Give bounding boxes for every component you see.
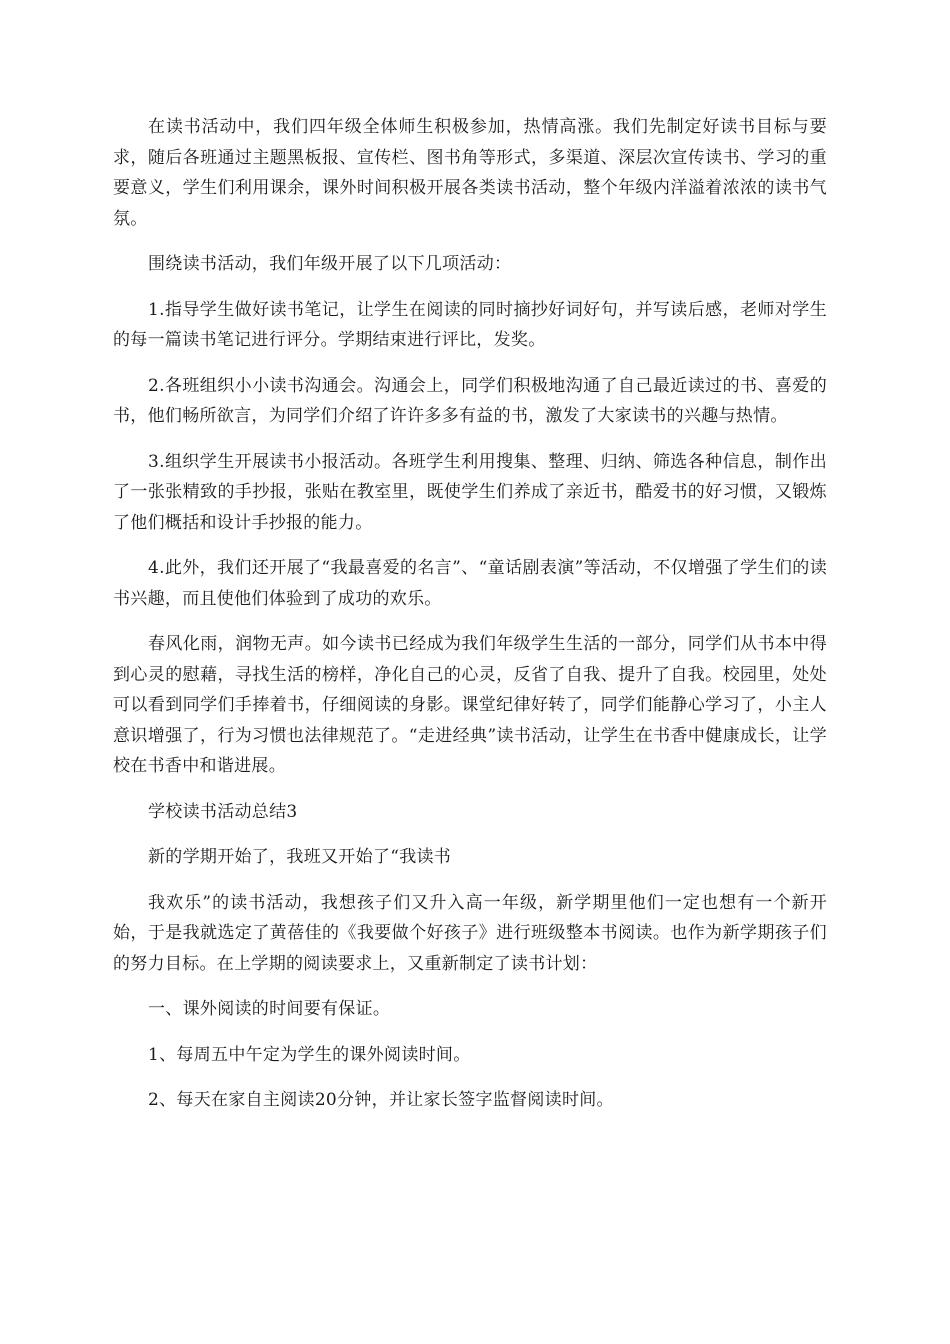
section-title: 学校读书活动总结3 <box>148 801 298 822</box>
paragraph-intro: 在读书活动中，我们四年级全体师生积极参加，热情高涨。我们先制定好读书目标与要求，随后各班通过主题黑板报、宣传栏、图书角等形式，多渠道、深层次宣传读书、学习的重要意义，学生们利用课余，课外时间积极开展各类读书活动，整个年级内洋溢着浓浓的读书气氛。 <box>113 117 827 229</box>
paragraph-reading-activity: 我欢乐”的读书活动，我想孩子们又升入高一年级，新学期里他们一定也想有一个新开始，于是我就选定了黄蓓佳的《我要做个好孩子》进行班级整本书阅读。也作为新学期孩子们的努力目标。在上学期的阅读要求上，又重新制定了读书计划： <box>113 892 827 974</box>
paragraph-plan-item-1: 1、每周五中午定为学生的课外阅读时间。 <box>148 1044 471 1065</box>
paragraph-item-2: 2.各班组织小小读书沟通会。沟通会上，同学们积极地沟通了自己最近读过的书、喜爱的书，他们畅所欲言，为同学们介绍了许许多多有益的书，激发了大家读书的兴趣与热情。 <box>113 375 827 426</box>
paragraph-new-term: 新的学期开始了，我班又开始了“我读书 <box>148 847 452 867</box>
paragraph-conclusion: 春风化雨，润物无声。如今读书已经成为我们年级学生生活的一部分，同学们从书本中得到心灵的慰藉，寻找生活的榜样，净化自己的心灵，反省了自我、提升了自我。校园里，处处可以看到同学们手捧着书，仔细阅读的身影。课堂纪律好转了，同学们能静心学习了，小主人意识增强了，行为习惯也法律规范了。“走进经典”读书活动，让学生在书香中健康成长，让学校在书香中和谐进展。 <box>113 634 827 776</box>
paragraph-plan-heading: 一、课外阅读的时间要有保证。 <box>148 999 391 1019</box>
paragraph-item-3: 3.组织学生开展读书小报活动。各班学生利用搜集、整理、归纳、筛选各种信息，制作出了一张张精致的手抄报，张贴在教室里，既使学生们养成了亲近书，酷爱书的好习惯，又锻炼了他们概括和设计手抄报的能力。 <box>113 451 827 533</box>
paragraph-item-4: 4.此外，我们还开展了“我最喜爱的名言”、“童话剧表演”等活动，不仅增强了学生们的读书兴趣，而且使他们体验到了成功的欢乐。 <box>113 558 827 609</box>
paragraph-activities-heading: 围绕读书活动，我们年级开展了以下几项活动： <box>148 254 512 274</box>
document-page <box>113 112 827 1131</box>
paragraph-item-1: 1.指导学生做好读书笔记，让学生在阅读的同时摘抄好词好句，并写读后感，老师对学生的每一篇读书笔记进行评分。学期结束进行评比，发奖。 <box>113 299 827 350</box>
paragraph-plan-item-2: 2、每天在家自主阅读20分钟，并让家长签字监督阅读时间。 <box>148 1090 614 1110</box>
